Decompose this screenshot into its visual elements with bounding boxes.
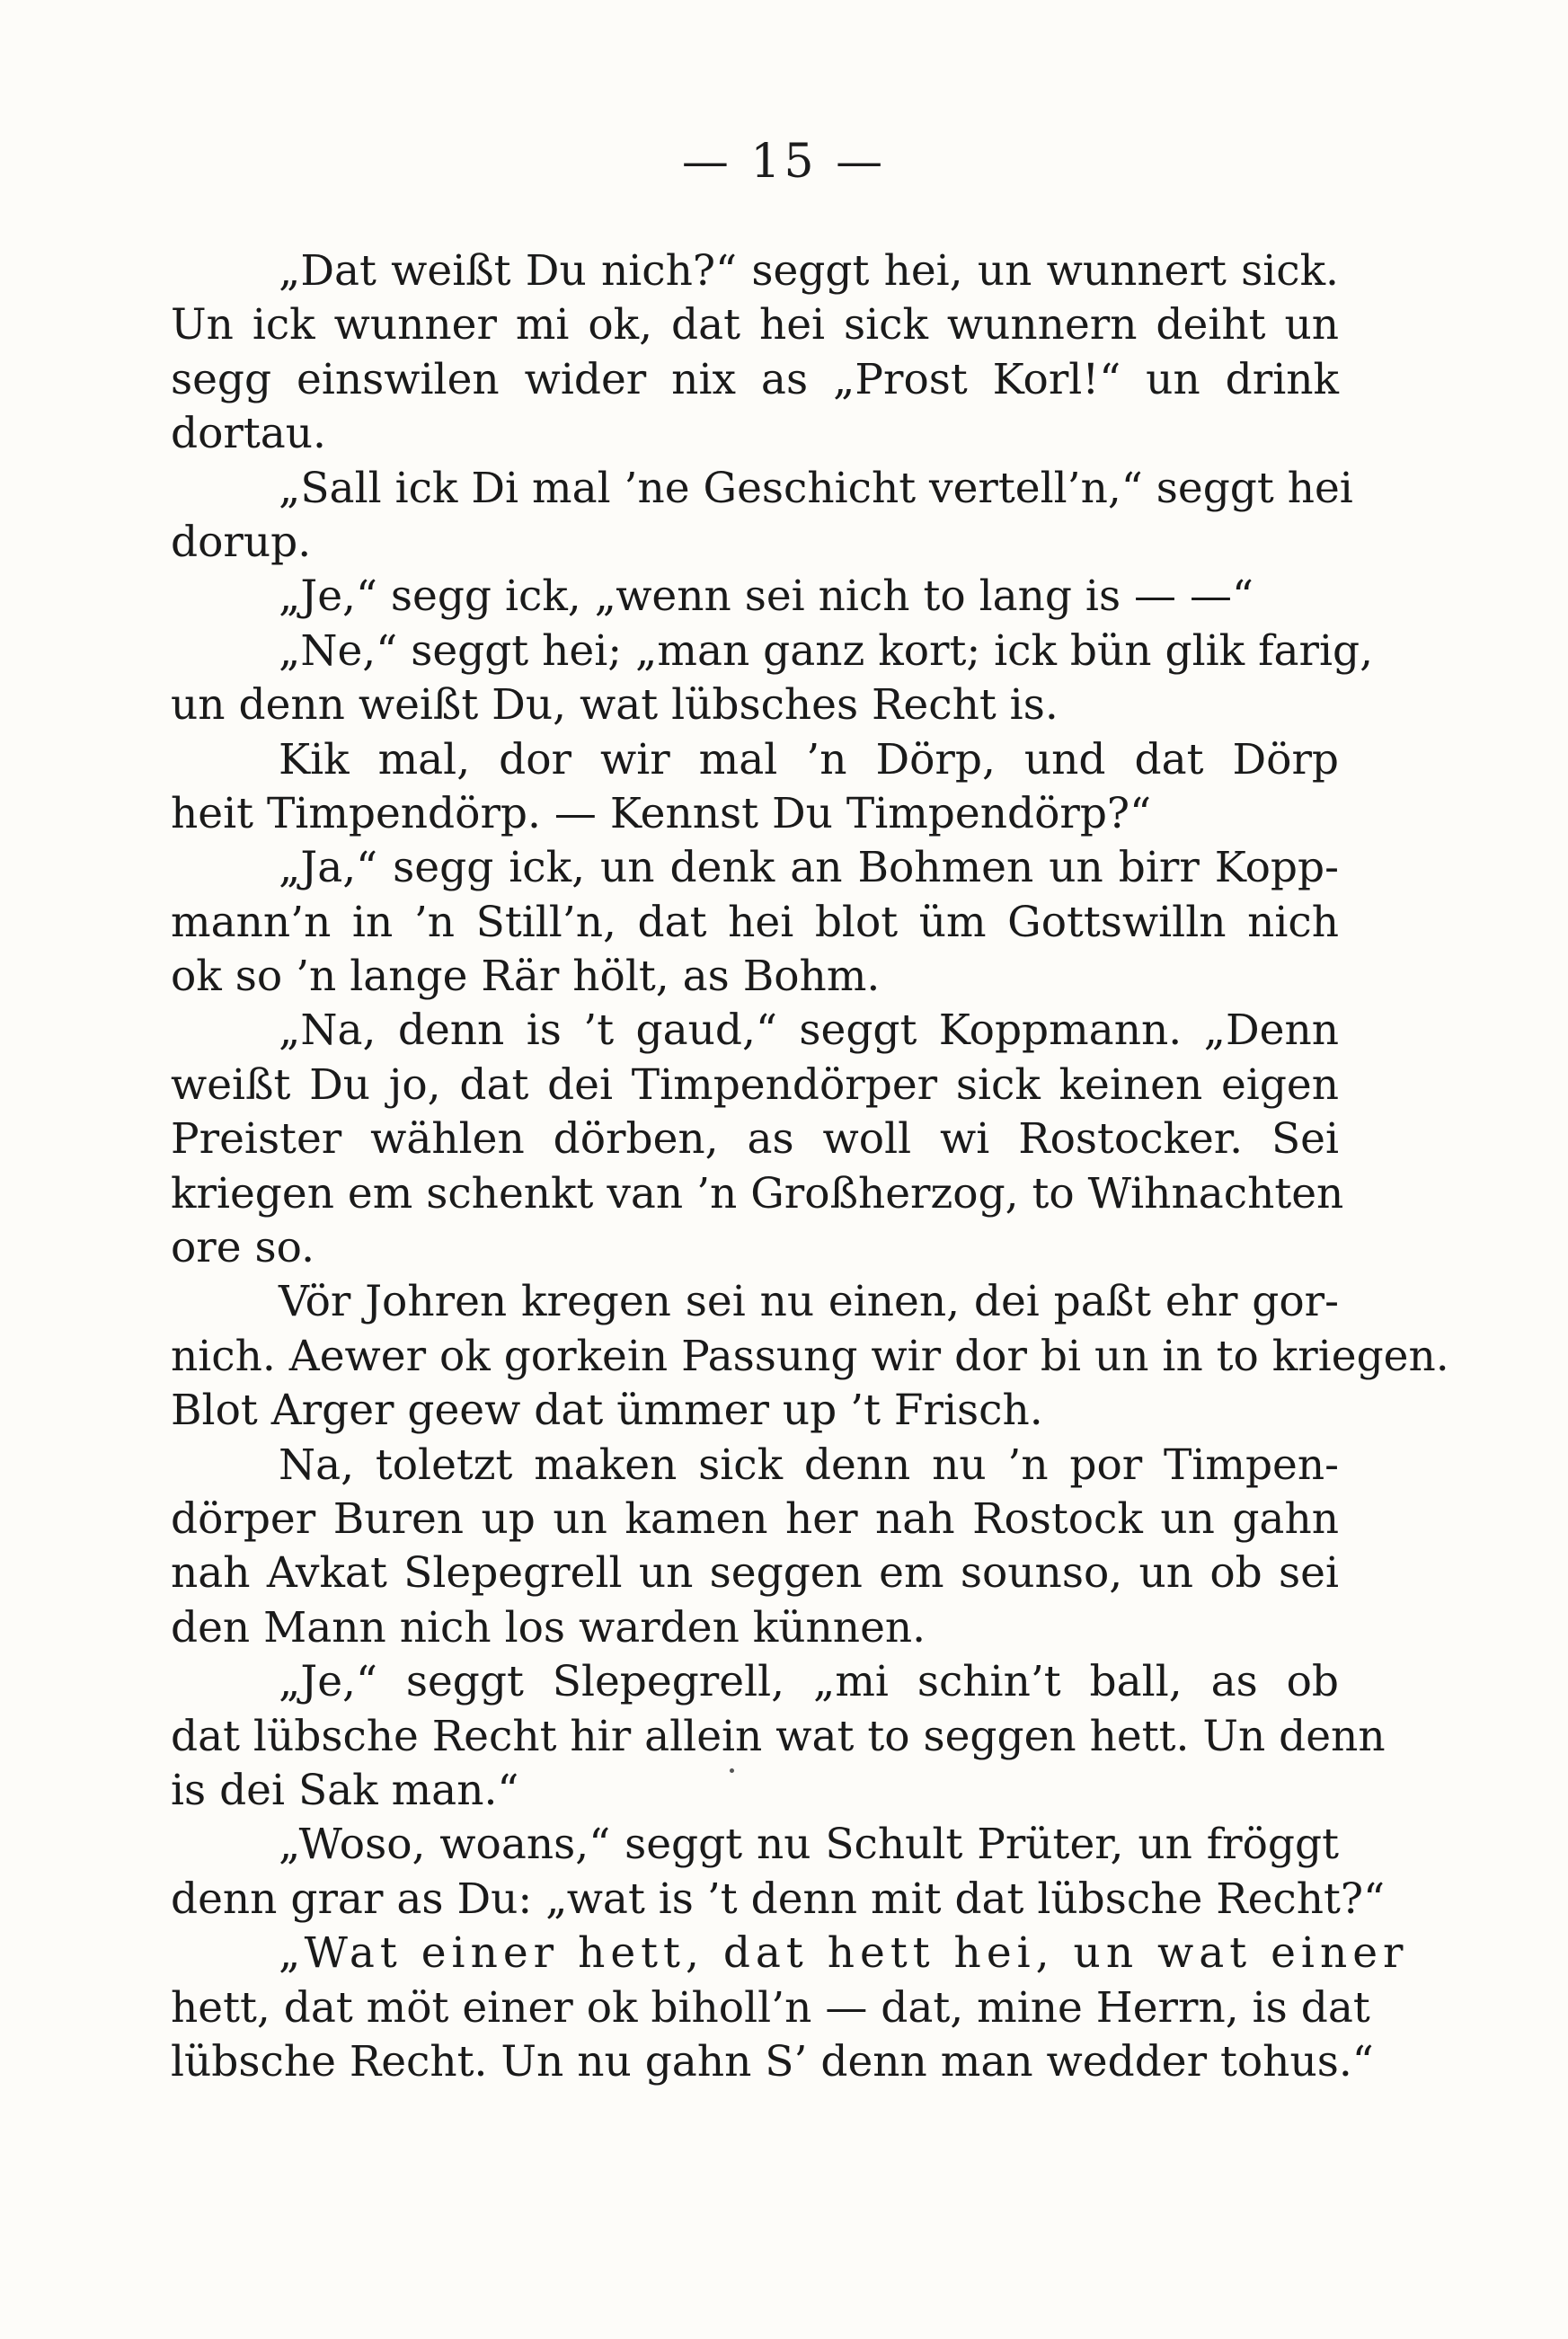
text-line: Blot Arger geew dat ümmer up ’t Frisch. <box>171 1386 1043 1436</box>
text-line: Kik mal, dor wir mal ’n Dörp, und dat Dörp <box>279 734 1339 784</box>
text-line: hett, dat möt einer ok biholl’n — dat, mine Herrn, is dat <box>171 1982 1370 2033</box>
text-line: Vör Johren kregen sei nu einen, dei paßt ehr gor- <box>279 1277 1339 1327</box>
text-line: nich. Aewer ok gorkein Passung wir dor bi un in to kriegen. <box>171 1331 1449 1381</box>
text-line: ok so ’n lange Rär hölt, as Bohm. <box>171 952 881 1002</box>
print-speck <box>730 1768 734 1773</box>
text-line: dörper Buren up un kamen her nah Rostock un gahn <box>171 1493 1339 1544</box>
text-line: heit Timpendörp. — Kennst Du Timpendörp?“ <box>171 788 1152 838</box>
text-line: Na, toletzt maken sick denn nu ’n por Timpen- <box>279 1440 1339 1490</box>
text-line: „Na, denn is ’t gaud,“ seggt Koppmann. „Denn <box>279 1006 1339 1056</box>
text-line: lübsche Recht. Un nu gahn S’ denn man wedder tohus.“ <box>171 2036 1374 2086</box>
text-line: „Ne,“ seggt hei; „man ganz kort; ick bün glik farig, <box>279 625 1374 676</box>
text-line: „Je,“ segg ick, „wenn sei nich to lang is — —“ <box>279 571 1254 622</box>
text-line: is dei Sak man.“ <box>171 1765 519 1815</box>
text-line: dortau. <box>171 409 326 459</box>
text-line: Preister wählen dörben, as woll wi Rostocker. Sei <box>171 1114 1339 1165</box>
text-line: denn grar as Du: „wat is ’t denn mit dat lübsche Recht?“ <box>171 1874 1386 1924</box>
text-line: kriegen em schenkt van ’n Großherzog, to Wihnachten <box>171 1168 1344 1218</box>
text-line: dat lübsche Recht hir allein wat to seggen hett. Un denn <box>171 1711 1386 1761</box>
text-line: nah Avkat Slepegrell un seggen em sounso, un ob sei <box>171 1548 1339 1599</box>
text-line: ore so. <box>171 1223 315 1273</box>
text-line: „Wat einer hett, dat hett hei, un wat einer <box>279 1928 1409 1979</box>
text-line: weißt Du jo, dat dei Timpendörper sick keinen eigen <box>171 1059 1339 1110</box>
text-line: „Woso, woans,“ seggt nu Schult Prüter, un fröggt <box>279 1820 1339 1870</box>
text-line: den Mann nich los warden künnen. <box>171 1602 926 1652</box>
text-line: „Je,“ seggt Slepegrell, „mi schin’t ball, as ob <box>279 1657 1339 1707</box>
text-line: un denn weißt Du, wat lübsches Recht is. <box>171 680 1059 731</box>
text-line: segg einswilen wider nix as „Prost Korl!“ un drink <box>171 354 1339 404</box>
text-line: „Ja,“ segg ick, un denk an Bohmen un birr Kopp- <box>279 843 1339 893</box>
text-line: „Sall ick Di mal ’ne Geschicht vertell’n,“ seggt hei <box>279 463 1353 513</box>
text-line: mann’n in ’n Still’n, dat hei blot üm Gottswilln nich <box>171 897 1339 947</box>
text-line: Un ick wunner mi ok, dat hei sick wunnern deiht un <box>171 300 1339 350</box>
page-number: — 15 — <box>681 135 887 189</box>
text-line: „Dat weißt Du nich?“ seggt hei, un wunnert sick. <box>279 246 1339 296</box>
text-line: dorup. <box>171 517 312 567</box>
body-text <box>171 244 1449 2089</box>
